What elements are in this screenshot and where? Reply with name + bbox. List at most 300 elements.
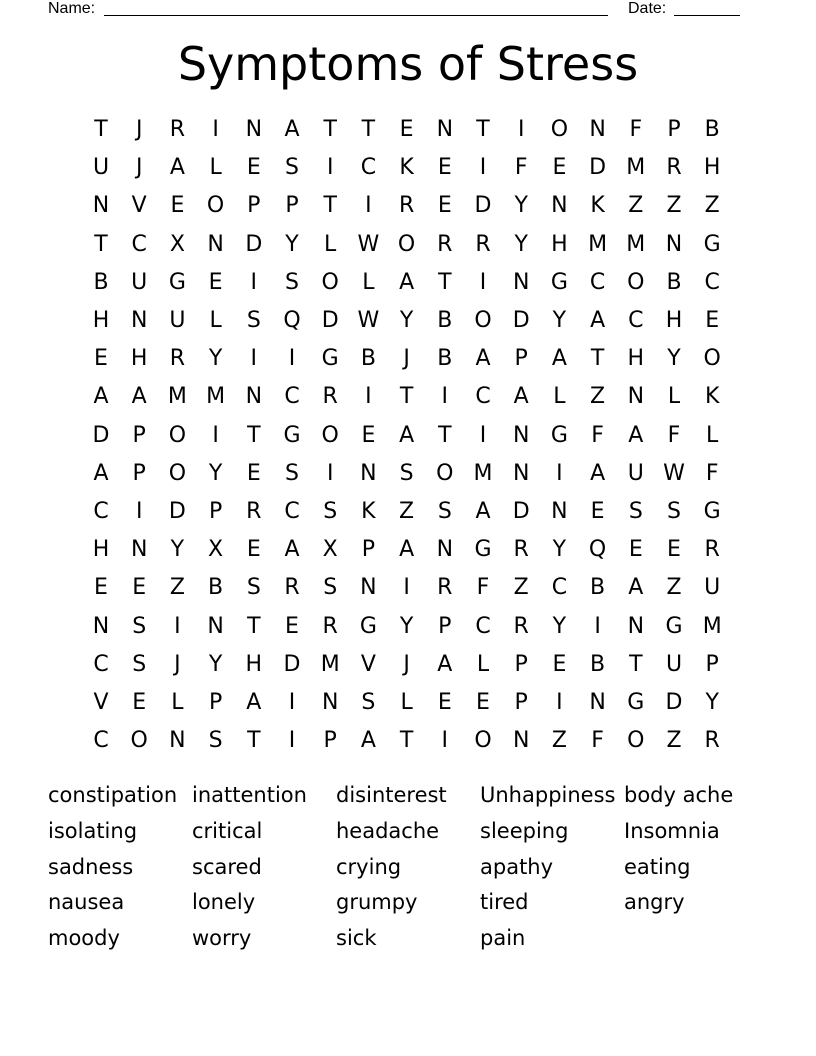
grid-letter[interactable]: F (591, 728, 604, 754)
grid-letter[interactable]: P (705, 651, 719, 677)
grid-letter[interactable]: E (285, 613, 299, 639)
grid-letter[interactable]: T (399, 384, 414, 410)
grid-letter[interactable]: V (360, 651, 376, 677)
grid-letter[interactable]: N (245, 384, 263, 410)
grid-letter[interactable]: E (208, 269, 223, 295)
word-bank-item: moody (48, 926, 120, 951)
grid-letter[interactable]: M (320, 651, 340, 677)
grid-letter[interactable]: Y (514, 231, 528, 257)
grid-letter[interactable]: E (132, 690, 147, 715)
grid-letter[interactable]: I (479, 155, 487, 181)
grid-letter[interactable]: U (665, 651, 683, 677)
grid-letter[interactable]: S (246, 308, 261, 333)
grid-letter[interactable]: V (131, 193, 147, 219)
grid-letter[interactable]: O (474, 728, 492, 754)
grid-letter[interactable]: O (321, 269, 339, 295)
grid-letter[interactable]: B (360, 346, 376, 372)
grid-letter[interactable]: A (437, 651, 453, 677)
page-title: Symptoms of Stress (177, 37, 639, 91)
grid-letter[interactable]: I (288, 728, 296, 754)
grid-letter[interactable]: E (590, 499, 605, 524)
grid-letter[interactable]: Y (705, 690, 719, 715)
grid-letter[interactable]: N (92, 193, 110, 219)
grid-letter[interactable]: R (704, 728, 720, 754)
grid-letter[interactable]: T (94, 231, 108, 257)
grid-letter[interactable]: E (170, 193, 185, 219)
grid-letter[interactable]: L (400, 690, 413, 715)
grid-letter[interactable]: I (326, 460, 334, 486)
grid-letter[interactable]: G (703, 231, 721, 257)
grid-letter[interactable]: U (627, 460, 644, 486)
date-blank-line[interactable] (674, 15, 740, 16)
grid-letter[interactable]: L (553, 384, 566, 410)
grid-letter[interactable]: O (397, 231, 416, 257)
grid-letter[interactable]: G (283, 422, 301, 448)
word-bank-item: tired (480, 890, 529, 915)
grid-letter[interactable]: L (667, 384, 681, 410)
grid-letter[interactable]: O (436, 460, 454, 486)
grid-letter[interactable]: A (590, 460, 606, 486)
grid-letter[interactable]: I (365, 193, 372, 219)
grid-letter[interactable]: L (324, 231, 337, 257)
grid-letter[interactable]: P (667, 117, 681, 142)
grid-letter[interactable]: S (208, 728, 223, 754)
grid-letter[interactable]: N (169, 728, 186, 754)
grid-letter[interactable]: H (703, 155, 721, 181)
grid-letter[interactable]: E (132, 575, 147, 601)
grid-letter[interactable]: G (359, 613, 377, 639)
grid-letter[interactable]: N (92, 613, 110, 639)
grid-letter[interactable]: N (627, 384, 645, 410)
grid-letter[interactable]: E (246, 460, 261, 486)
grid-letter[interactable]: Z (399, 499, 415, 524)
grid-letter[interactable]: T (247, 613, 261, 639)
name-label: Name: (48, 0, 96, 17)
grid-letter[interactable]: P (132, 460, 146, 486)
grid-letter[interactable]: U (169, 308, 186, 333)
grid-letter[interactable]: Y (514, 193, 528, 219)
grid-letter[interactable]: S (285, 269, 299, 295)
grid-letter[interactable]: A (513, 384, 529, 410)
grid-letter[interactable]: O (474, 308, 492, 333)
grid-letter[interactable]: B (437, 308, 453, 333)
grid-letter[interactable]: I (441, 728, 449, 754)
grid-letter[interactable]: X (208, 537, 224, 563)
grid-letter[interactable]: N (627, 613, 645, 639)
grid-letter[interactable]: C (704, 269, 720, 295)
grid-letter[interactable]: C (93, 651, 109, 677)
grid-letter[interactable]: B (590, 651, 606, 677)
grid-letter[interactable]: I (479, 422, 487, 448)
grid-letter[interactable]: T (323, 117, 337, 142)
grid-letter[interactable]: D (512, 499, 530, 524)
grid-letter[interactable]: B (208, 575, 224, 601)
grid-letter[interactable]: R (437, 231, 453, 257)
grid-letter[interactable]: B (93, 269, 109, 295)
grid-letter[interactable]: D (474, 193, 492, 219)
grid-letter[interactable]: A (169, 155, 185, 181)
grid-letter[interactable]: H (627, 346, 645, 372)
grid-letter[interactable]: O (627, 728, 645, 754)
grid-letter[interactable]: B (590, 575, 606, 601)
word-bank-item: eating (624, 854, 691, 879)
grid-letter[interactable]: L (209, 155, 222, 181)
grid-letter[interactable]: E (437, 690, 452, 715)
grid-letter[interactable]: L (362, 269, 375, 295)
grid-letter[interactable]: I (441, 384, 449, 410)
grid-letter[interactable]: P (132, 422, 146, 448)
grid-letter[interactable]: N (512, 269, 530, 295)
grid-letter[interactable]: N (436, 537, 454, 563)
grid-letter[interactable]: F (476, 575, 490, 601)
grid-letter[interactable]: Z (666, 193, 682, 219)
grid-letter[interactable]: A (360, 728, 376, 754)
grid-letter[interactable]: I (212, 117, 219, 142)
grid-letter[interactable]: F (514, 155, 528, 181)
grid-letter[interactable]: R (169, 117, 186, 142)
grid-letter[interactable]: N (360, 460, 377, 486)
grid-letter[interactable]: G (321, 346, 339, 372)
grid-letter[interactable]: N (207, 231, 224, 257)
grid-letter[interactable]: G (474, 537, 492, 563)
grid-letter[interactable]: C (93, 499, 109, 524)
grid-letter[interactable]: B (666, 269, 682, 295)
grid-letter[interactable]: Y (208, 346, 223, 372)
grid-letter[interactable]: R (398, 193, 415, 219)
grid-letter[interactable]: P (514, 690, 528, 715)
grid-letter[interactable]: C (551, 575, 568, 601)
grid-letter[interactable]: Z (628, 193, 644, 219)
name-blank-line[interactable] (104, 15, 608, 16)
grid-letter[interactable]: J (174, 651, 181, 677)
grid-letter[interactable]: Y (552, 308, 567, 333)
grid-letter[interactable]: U (92, 155, 110, 181)
grid-letter[interactable]: H (92, 537, 110, 563)
grid-letter[interactable]: A (399, 422, 415, 448)
grid-letter[interactable]: E (246, 155, 261, 181)
grid-letter[interactable]: T (323, 193, 337, 219)
grid-letter[interactable]: O (168, 422, 187, 448)
grid-letter[interactable]: R (513, 537, 529, 563)
grid-letter[interactable]: E (552, 155, 567, 181)
grid-letter[interactable]: I (250, 346, 258, 372)
grid-letter[interactable]: M (626, 155, 646, 181)
grid-letter[interactable]: P (323, 728, 337, 754)
grid-letter[interactable]: D (512, 308, 530, 333)
grid-letter[interactable]: S (667, 499, 681, 524)
grid-letter[interactable]: K (704, 384, 720, 410)
grid-letter[interactable]: O (321, 422, 339, 448)
grid-letter[interactable]: C (284, 384, 300, 410)
grid-letter[interactable]: S (132, 613, 147, 639)
grid-letter[interactable]: P (514, 346, 528, 372)
grid-letter[interactable]: J (403, 651, 410, 677)
grid-letter[interactable]: X (169, 231, 185, 257)
grid-letter[interactable]: A (399, 537, 415, 563)
grid-letter[interactable]: N (589, 690, 606, 715)
grid-letter[interactable]: C (475, 613, 491, 639)
grid-letter[interactable]: H (245, 651, 263, 677)
grid-letter[interactable]: N (207, 613, 224, 639)
grid-letter[interactable]: A (284, 117, 300, 142)
grid-letter[interactable]: K (399, 155, 414, 181)
grid-letter[interactable]: L (171, 690, 184, 715)
grid-letter[interactable]: T (361, 117, 376, 142)
grid-letter[interactable]: N (130, 537, 148, 563)
grid-letter[interactable]: E (437, 193, 452, 219)
grid-letter[interactable]: M (473, 460, 493, 486)
grid-letter[interactable]: R (513, 613, 529, 639)
grid-letter[interactable]: Z (513, 575, 529, 601)
grid-letter[interactable]: M (206, 384, 226, 410)
grid-letter[interactable]: J (403, 346, 410, 372)
grid-letter[interactable]: N (551, 499, 568, 524)
grid-letter[interactable]: A (628, 422, 644, 448)
grid-letter[interactable]: S (132, 651, 147, 677)
grid-letter[interactable]: N (321, 690, 339, 715)
grid-letter[interactable]: G (627, 690, 645, 715)
grid-letter[interactable]: C (93, 728, 109, 754)
word-bank-item: inattention (192, 783, 307, 807)
grid-letter[interactable]: S (361, 690, 376, 715)
grid-letter[interactable]: R (437, 575, 453, 601)
grid-letter[interactable]: N (512, 460, 530, 486)
grid-letter[interactable]: H (92, 308, 110, 333)
grid-letter[interactable]: I (556, 460, 563, 486)
grid-letter[interactable]: Y (552, 613, 567, 639)
grid-letter[interactable]: D (589, 155, 607, 181)
grid-letter[interactable]: W (357, 231, 380, 257)
grid-letter[interactable]: N (130, 308, 148, 333)
grid-letter[interactable]: L (209, 308, 222, 333)
grid-letter[interactable]: Q (588, 537, 607, 563)
grid-letter[interactable]: E (437, 155, 452, 181)
grid-letter[interactable]: P (208, 690, 223, 715)
grid-letter[interactable]: T (247, 728, 261, 754)
grid-letter[interactable]: R (322, 384, 338, 410)
grid-letter[interactable]: A (131, 384, 147, 410)
grid-letter[interactable]: F (629, 117, 643, 142)
grid-letter[interactable]: I (135, 499, 143, 524)
grid-letter[interactable]: O (168, 460, 187, 486)
grid-letter[interactable]: T (590, 346, 605, 372)
grid-letter[interactable]: O (206, 193, 225, 219)
grid-letter[interactable]: P (285, 193, 299, 219)
grid-letter[interactable]: S (285, 155, 299, 181)
grid-letter[interactable]: T (247, 422, 261, 448)
grid-letter[interactable]: P (208, 499, 223, 524)
grid-letter[interactable]: D (92, 422, 110, 448)
grid-letter[interactable]: S (437, 499, 452, 524)
grid-letter[interactable]: T (94, 117, 108, 142)
grid-letter[interactable]: N (512, 728, 530, 754)
grid-letter[interactable]: N (512, 422, 530, 448)
grid-letter[interactable]: Z (590, 384, 606, 410)
grid-letter[interactable]: C (475, 384, 491, 410)
grid-letter[interactable]: O (627, 269, 645, 295)
grid-letter[interactable]: N (665, 231, 683, 257)
grid-letter[interactable]: I (174, 613, 181, 639)
word-bank-item: isolating (48, 818, 138, 843)
grid-letter[interactable]: I (288, 690, 296, 715)
grid-letter[interactable]: Y (285, 231, 299, 257)
grid-letter[interactable]: D (245, 231, 263, 257)
grid-letter[interactable]: E (94, 346, 108, 372)
grid-letter[interactable]: C (628, 308, 644, 333)
grid-letter[interactable]: K (361, 499, 376, 524)
grid-letter[interactable]: F (591, 422, 604, 448)
grid-letter[interactable]: I (212, 422, 219, 448)
grid-letter[interactable]: Y (399, 613, 414, 639)
grid-letter[interactable]: U (704, 575, 721, 601)
grid-letter[interactable]: H (551, 231, 568, 257)
grid-letter[interactable]: I (556, 690, 563, 715)
grid-letter[interactable]: Y (170, 537, 185, 563)
grid-letter[interactable]: R (704, 537, 720, 563)
grid-letter[interactable]: A (475, 346, 491, 372)
grid-letter[interactable]: A (551, 346, 567, 372)
grid-letter[interactable]: A (246, 690, 262, 715)
grid-letter[interactable]: K (590, 193, 605, 219)
grid-letter[interactable]: A (93, 384, 109, 410)
grid-letter[interactable]: N (436, 117, 454, 142)
grid-letter[interactable]: A (93, 460, 109, 486)
grid-letter[interactable]: M (588, 231, 608, 257)
grid-letter[interactable]: E (476, 690, 490, 715)
grid-letter[interactable]: I (250, 269, 258, 295)
grid-letter[interactable]: I (594, 613, 601, 639)
grid-letter[interactable]: P (361, 537, 376, 563)
grid-letter[interactable]: H (665, 308, 683, 333)
grid-letter[interactable]: E (705, 308, 720, 333)
grid-letter[interactable]: E (667, 537, 681, 563)
grid-letter[interactable]: R (322, 613, 338, 639)
grid-letter[interactable]: O (130, 728, 148, 754)
grid-letter[interactable]: O (703, 346, 721, 372)
grid-letter[interactable]: N (589, 117, 606, 142)
grid-letter[interactable]: Q (283, 308, 301, 333)
grid-letter[interactable]: Y (399, 308, 414, 333)
grid-letter[interactable]: R (169, 346, 186, 372)
grid-letter[interactable]: Y (667, 346, 681, 372)
grid-letter[interactable]: T (476, 117, 490, 142)
grid-letter[interactable]: C (284, 499, 300, 524)
grid-letter[interactable]: L (706, 422, 719, 448)
grid-letter[interactable]: F (705, 460, 719, 486)
grid-letter[interactable]: X (322, 537, 338, 563)
grid-letter[interactable]: I (288, 346, 296, 372)
grid-letter[interactable]: J (135, 117, 143, 142)
grid-letter[interactable]: P (438, 613, 452, 639)
grid-letter[interactable]: E (246, 537, 261, 563)
grid-letter[interactable]: Z (666, 728, 682, 754)
word-bank-item: crying (336, 854, 402, 879)
grid-letter[interactable]: M (626, 231, 646, 257)
grid-letter[interactable]: C (131, 231, 147, 257)
grid-letter[interactable]: R (666, 155, 682, 181)
grid-letter[interactable]: S (285, 460, 299, 486)
grid-letter[interactable]: D (665, 690, 683, 715)
grid-letter[interactable]: M (167, 384, 187, 410)
grid-letter[interactable]: V (93, 690, 109, 715)
grid-letter[interactable]: D (168, 499, 186, 524)
grid-letter[interactable]: C (360, 155, 377, 181)
grid-letter[interactable]: W (357, 308, 380, 333)
grid-letter[interactable]: E (628, 537, 643, 563)
grid-letter[interactable]: R (284, 575, 300, 601)
grid-letter[interactable]: T (438, 269, 452, 295)
grid-letter[interactable]: G (703, 499, 721, 524)
grid-letter[interactable]: E (552, 651, 567, 677)
grid-letter[interactable]: O (550, 117, 569, 142)
grid-letter[interactable]: A (628, 575, 644, 601)
grid-letter[interactable]: J (135, 155, 143, 181)
grid-letter[interactable]: S (323, 499, 338, 524)
grid-letter[interactable]: B (704, 117, 720, 142)
grid-letter[interactable]: N (245, 117, 263, 142)
grid-letter[interactable]: E (399, 117, 414, 142)
grid-letter[interactable]: P (514, 651, 528, 677)
grid-letter[interactable]: S (399, 460, 414, 486)
grid-letter[interactable]: I (479, 269, 487, 295)
grid-letter[interactable]: I (517, 117, 525, 142)
grid-letter[interactable]: Y (208, 460, 223, 486)
grid-letter[interactable]: G (665, 613, 683, 639)
grid-letter[interactable]: I (403, 575, 410, 601)
grid-letter[interactable]: W (663, 460, 685, 486)
grid-letter[interactable]: U (131, 269, 148, 295)
grid-letter[interactable]: Y (208, 651, 223, 677)
grid-letter[interactable]: Z (666, 575, 682, 601)
grid-letter[interactable]: S (323, 575, 338, 601)
grid-letter[interactable]: I (326, 155, 334, 181)
grid-letter[interactable]: B (437, 346, 453, 372)
grid-letter[interactable]: G (550, 422, 568, 448)
grid-letter[interactable]: Z (704, 193, 720, 219)
grid-letter[interactable]: C (589, 269, 606, 295)
grid-letter[interactable]: T (399, 728, 414, 754)
grid-letter[interactable]: N (360, 575, 377, 601)
grid-letter[interactable]: T (629, 651, 643, 677)
grid-letter[interactable]: Y (552, 537, 567, 563)
grid-letter[interactable]: H (130, 346, 148, 372)
grid-letter[interactable]: S (628, 499, 643, 524)
grid-letter[interactable]: A (590, 308, 606, 333)
grid-letter[interactable]: A (399, 269, 415, 295)
grid-letter[interactable]: E (94, 575, 108, 601)
grid-letter[interactable]: F (667, 422, 681, 448)
grid-letter[interactable]: D (283, 651, 301, 677)
grid-letter[interactable]: S (246, 575, 261, 601)
grid-letter[interactable]: G (550, 269, 568, 295)
grid-letter[interactable]: G (168, 269, 186, 295)
grid-letter[interactable]: P (247, 193, 261, 219)
grid-letter[interactable]: A (284, 537, 300, 563)
grid-letter[interactable]: R (475, 231, 491, 257)
grid-letter[interactable]: Z (169, 575, 185, 601)
grid-letter[interactable]: I (365, 384, 372, 410)
grid-letter[interactable]: L (476, 651, 490, 677)
grid-letter[interactable]: E (361, 422, 376, 448)
grid-letter[interactable]: R (246, 499, 262, 524)
grid-letter[interactable]: T (438, 422, 452, 448)
grid-letter[interactable]: A (475, 499, 491, 524)
grid-letter[interactable]: N (551, 193, 568, 219)
grid-letter[interactable]: D (321, 308, 339, 333)
word-bank-item: Unhappiness (480, 783, 616, 807)
grid-letter[interactable]: Z (551, 728, 567, 754)
grid-letter[interactable]: M (702, 613, 722, 639)
